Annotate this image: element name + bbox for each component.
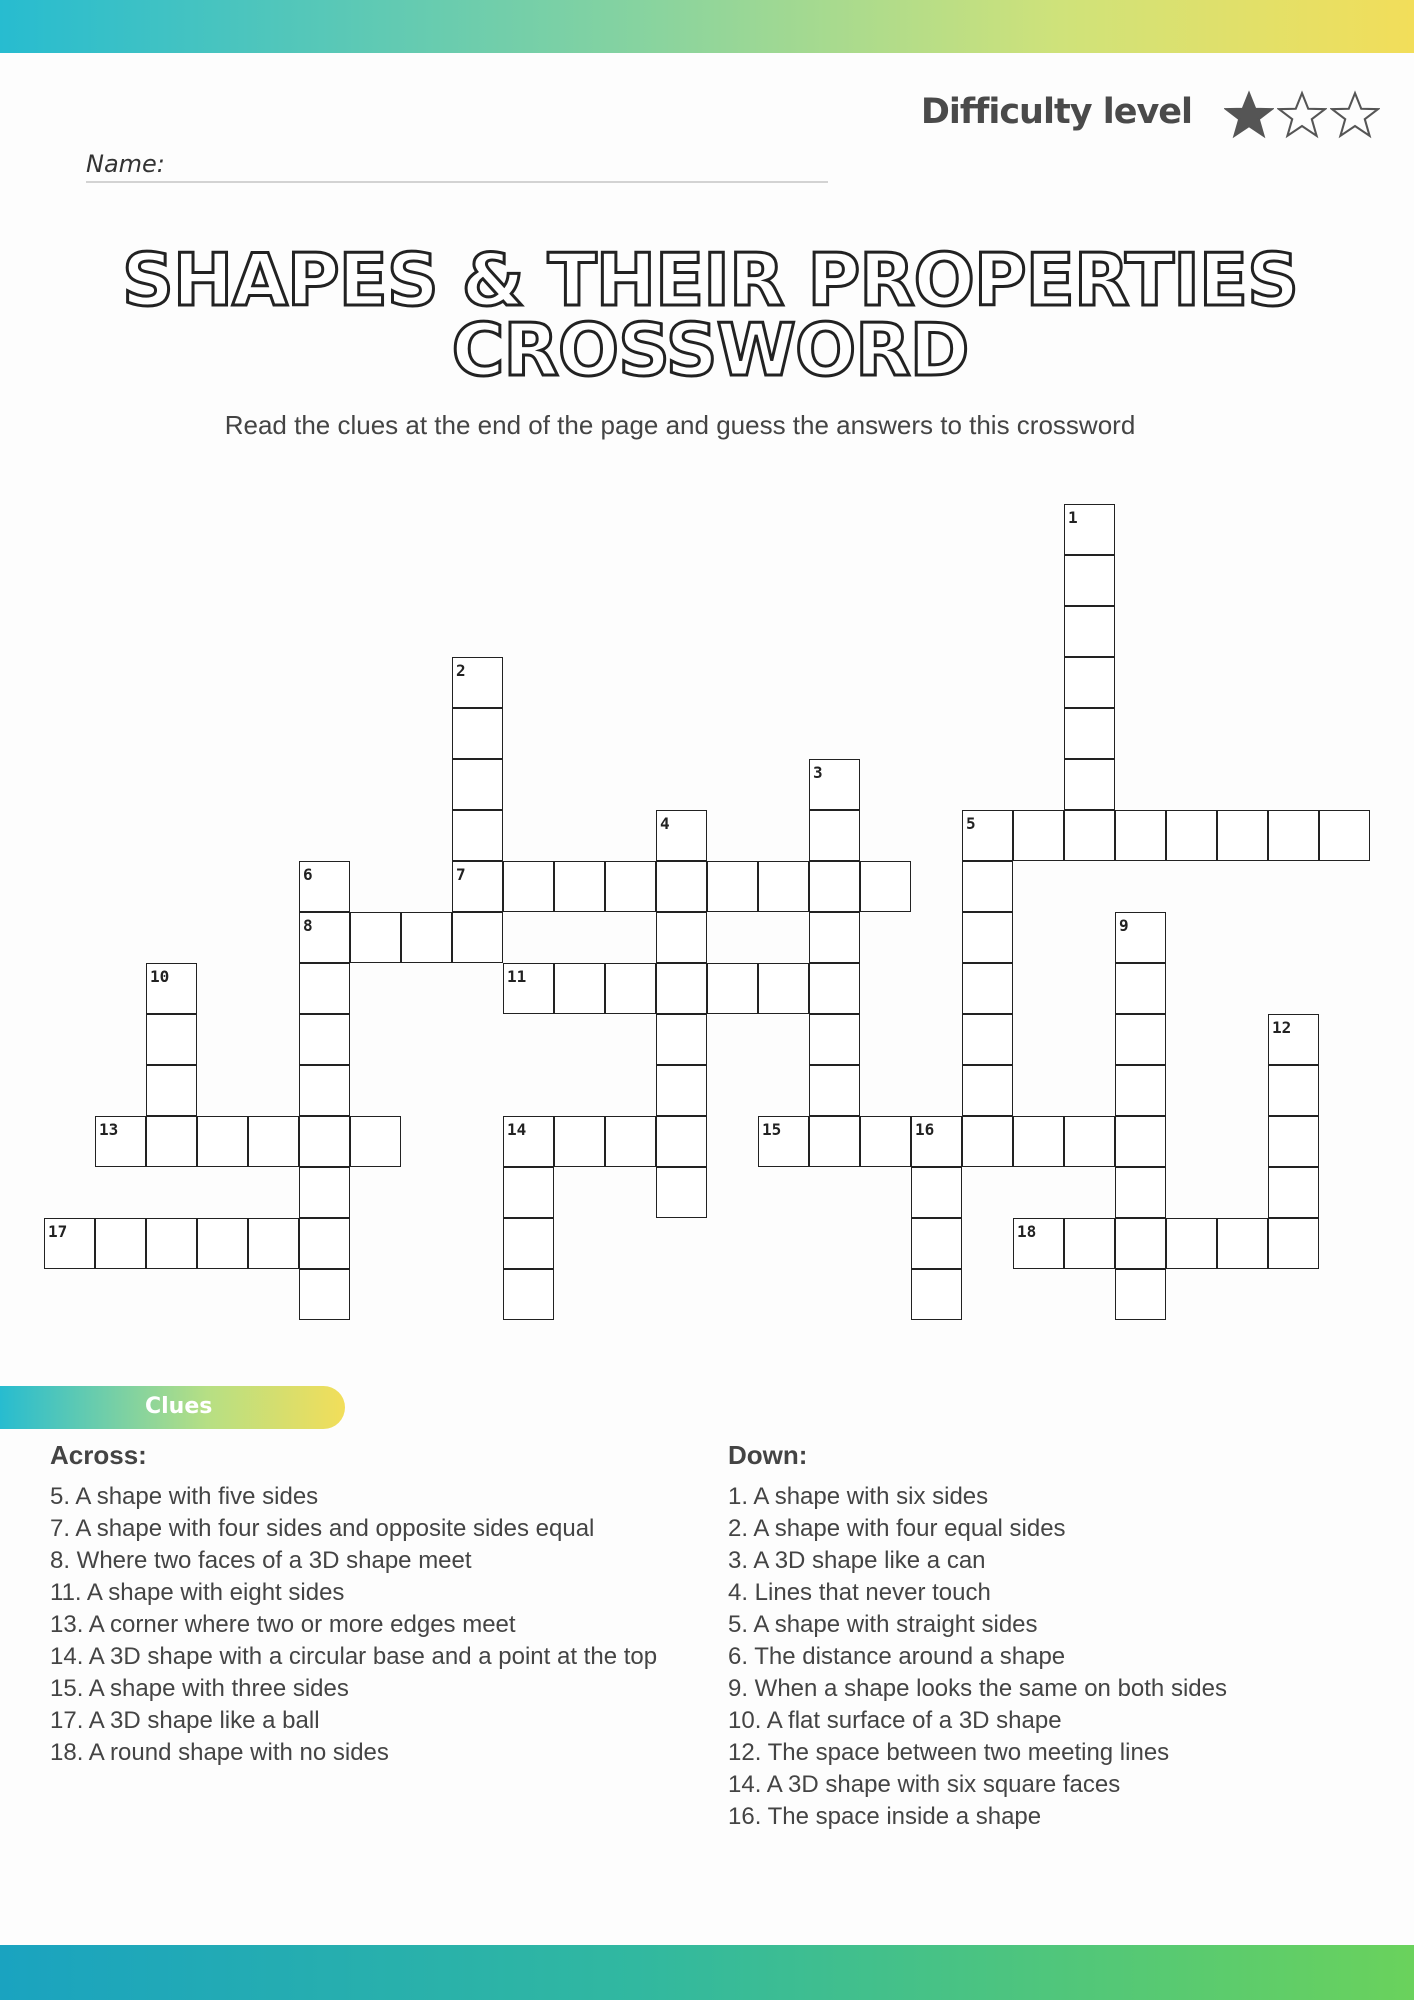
clue-number: 2 xyxy=(456,661,466,680)
clue-number: 13 xyxy=(99,1120,119,1139)
down-clue: 6. The distance around a shape xyxy=(728,1643,1066,1670)
crossword-cell[interactable] xyxy=(962,963,1013,1014)
title-line-1: SHAPES & THEIR PROPERTIES xyxy=(122,238,1298,322)
crossword-cell[interactable] xyxy=(809,861,860,912)
clue-number: 6 xyxy=(303,865,313,884)
crossword-cell[interactable] xyxy=(452,708,503,759)
crossword-cell[interactable] xyxy=(809,912,860,963)
crossword-cell[interactable] xyxy=(911,1218,962,1269)
crossword-cell[interactable] xyxy=(656,1167,707,1218)
crossword-cell[interactable] xyxy=(44,1218,95,1269)
crossword-cell[interactable] xyxy=(809,1065,860,1116)
crossword-cell[interactable] xyxy=(1064,1116,1115,1167)
crossword-cell[interactable] xyxy=(299,1116,350,1167)
crossword-cell[interactable] xyxy=(1268,810,1319,861)
crossword-cell[interactable] xyxy=(1115,1116,1166,1167)
crossword-cell[interactable] xyxy=(911,1116,962,1167)
crossword-cell[interactable] xyxy=(758,963,809,1014)
crossword-cell[interactable] xyxy=(758,1116,809,1167)
crossword-cell[interactable] xyxy=(1115,1218,1166,1269)
crossword-cell[interactable] xyxy=(1115,1167,1166,1218)
crossword-cell[interactable] xyxy=(1115,912,1166,963)
crossword-cell[interactable] xyxy=(1064,759,1115,810)
crossword-cell[interactable] xyxy=(707,963,758,1014)
crossword-cell[interactable] xyxy=(452,912,503,963)
instructions-text: Read the clues at the end of the page and guess the answers to this crossword xyxy=(224,410,1136,440)
crossword-cell[interactable] xyxy=(605,1116,656,1167)
crossword-cell[interactable] xyxy=(860,861,911,912)
across-clue: 17. A 3D shape like a ball xyxy=(50,1707,320,1734)
difficulty-label: Difficulty level xyxy=(920,92,1192,132)
crossword-cell[interactable] xyxy=(1268,1065,1319,1116)
crossword-cell[interactable] xyxy=(1013,1116,1064,1167)
crossword-cell[interactable] xyxy=(1115,810,1166,861)
crossword-cell[interactable] xyxy=(656,912,707,963)
crossword-cell[interactable] xyxy=(1268,1014,1319,1065)
crossword-cell[interactable] xyxy=(860,1116,911,1167)
across-clue: 7. A shape with four sides and opposite sides equal xyxy=(50,1515,595,1542)
crossword-cell[interactable] xyxy=(350,912,401,963)
crossword-cell[interactable] xyxy=(758,861,809,912)
crossword-cell[interactable] xyxy=(1217,1218,1268,1269)
down-clue: 4. Lines that never touch xyxy=(728,1579,991,1606)
crossword-cell[interactable] xyxy=(1217,810,1268,861)
crossword-cell[interactable] xyxy=(1115,1269,1166,1320)
across-clue: 13. A corner where two or more edges meet xyxy=(50,1611,516,1638)
crossword-cell[interactable] xyxy=(554,963,605,1014)
crossword-cell[interactable] xyxy=(299,1218,350,1269)
crossword-cell[interactable] xyxy=(1064,1218,1115,1269)
crossword-cell[interactable] xyxy=(656,1065,707,1116)
crossword-cell[interactable] xyxy=(197,1116,248,1167)
crossword-cell[interactable] xyxy=(146,1218,197,1269)
across-clue-list xyxy=(50,1481,690,1769)
crossword-cell[interactable] xyxy=(1064,555,1115,606)
crossword-cell[interactable] xyxy=(299,1167,350,1218)
crossword-cell[interactable] xyxy=(809,963,860,1014)
crossword-cell[interactable] xyxy=(248,1218,299,1269)
clue-number: 18 xyxy=(1017,1222,1037,1241)
crossword-cell[interactable] xyxy=(299,912,350,963)
crossword-cell[interactable] xyxy=(146,1014,197,1065)
crossword-cell[interactable] xyxy=(554,861,605,912)
down-clue: 2. A shape with four equal sides xyxy=(728,1515,1066,1542)
down-clue: 16. The space inside a shape xyxy=(728,1803,1042,1830)
bottom-gradient-bar xyxy=(0,1945,1414,2000)
crossword-cell[interactable] xyxy=(656,861,707,912)
crossword-cell[interactable] xyxy=(503,1269,554,1320)
crossword-cell[interactable] xyxy=(1268,1167,1319,1218)
across-clue: 14. A 3D shape with a circular base and a point at the top xyxy=(50,1643,658,1670)
across-clue: 18. A round shape with no sides xyxy=(50,1739,389,1766)
across-clues xyxy=(50,1440,690,1769)
across-heading: Across: xyxy=(50,1440,147,1470)
clue-number: 12 xyxy=(1272,1018,1292,1037)
down-clue: 12. The space between two meeting lines xyxy=(728,1739,1170,1766)
crossword-cell[interactable] xyxy=(809,810,860,861)
crossword-cell[interactable] xyxy=(452,759,503,810)
crossword-cell[interactable] xyxy=(503,1218,554,1269)
crossword-cell[interactable] xyxy=(146,1116,197,1167)
clue-number: 7 xyxy=(456,865,466,884)
down-clue: 9. When a shape looks the same on both sides xyxy=(728,1675,1227,1702)
crossword-cell[interactable] xyxy=(656,1014,707,1065)
crossword-cell[interactable] xyxy=(1115,1014,1166,1065)
crossword-cell[interactable] xyxy=(503,963,554,1014)
clue-number: 5 xyxy=(966,814,976,833)
clue-number: 15 xyxy=(762,1120,782,1139)
crossword-cell[interactable] xyxy=(809,1014,860,1065)
crossword-cell[interactable] xyxy=(503,861,554,912)
crossword-cell[interactable] xyxy=(809,1116,860,1167)
crossword-cell[interactable] xyxy=(452,657,503,708)
crossword-cell[interactable] xyxy=(962,810,1013,861)
crossword-cell[interactable] xyxy=(299,1065,350,1116)
crossword-cell[interactable] xyxy=(1064,606,1115,657)
crossword-cell[interactable] xyxy=(1319,810,1370,861)
down-clue: 10. A flat surface of a 3D shape xyxy=(728,1707,1062,1734)
crossword-cell[interactable] xyxy=(707,861,758,912)
crossword-cell[interactable] xyxy=(1064,504,1115,555)
clues-tab xyxy=(0,1386,345,1429)
across-clue: 11. A shape with eight sides xyxy=(50,1579,345,1606)
crossword-cell[interactable] xyxy=(605,963,656,1014)
crossword-cell[interactable] xyxy=(299,963,350,1014)
crossword-cell[interactable] xyxy=(95,1116,146,1167)
down-clue: 1. A shape with six sides xyxy=(728,1483,989,1510)
crossword-cell[interactable] xyxy=(1013,810,1064,861)
crossword-cell[interactable] xyxy=(299,861,350,912)
crossword-cell[interactable] xyxy=(809,759,860,810)
crossword-cell[interactable] xyxy=(656,963,707,1014)
crossword-cell[interactable] xyxy=(1166,1218,1217,1269)
clue-number: 3 xyxy=(813,763,823,782)
crossword-cell[interactable] xyxy=(452,810,503,861)
crossword-cell[interactable] xyxy=(962,1065,1013,1116)
down-clue-list xyxy=(728,1481,1368,1833)
clue-number: 11 xyxy=(507,967,527,986)
down-clue: 5. A shape with straight sides xyxy=(728,1611,1038,1638)
clue-number: 14 xyxy=(507,1120,527,1139)
down-clue: 3. A 3D shape like a can xyxy=(728,1547,986,1574)
crossword-cell[interactable] xyxy=(1268,1116,1319,1167)
crossword-cell[interactable] xyxy=(656,1116,707,1167)
crossword-cell[interactable] xyxy=(1115,963,1166,1014)
title-line-2: CROSSWORD xyxy=(451,308,969,392)
crossword-cell[interactable] xyxy=(1064,810,1115,861)
crossword-cell[interactable] xyxy=(146,963,197,1014)
crossword-cell[interactable] xyxy=(452,861,503,912)
clue-number: 8 xyxy=(303,916,313,935)
clue-number: 1 xyxy=(1068,508,1078,527)
crossword-cell[interactable] xyxy=(911,1167,962,1218)
crossword-cell[interactable] xyxy=(1166,810,1217,861)
crossword-cell[interactable] xyxy=(299,1269,350,1320)
clue-number: 17 xyxy=(48,1222,68,1241)
crossword-cell[interactable] xyxy=(1064,708,1115,759)
crossword-cell[interactable] xyxy=(503,1167,554,1218)
crossword-cell[interactable] xyxy=(95,1218,146,1269)
crossword-cell[interactable] xyxy=(554,1116,605,1167)
crossword-cell[interactable] xyxy=(911,1269,962,1320)
crossword-cell[interactable] xyxy=(962,1014,1013,1065)
clue-number: 16 xyxy=(915,1120,935,1139)
crossword-cell[interactable] xyxy=(962,1116,1013,1167)
across-clue: 8. Where two faces of a 3D shape meet xyxy=(50,1547,472,1574)
crossword-cell[interactable] xyxy=(248,1116,299,1167)
crossword-cell[interactable] xyxy=(146,1065,197,1116)
crossword-cell[interactable] xyxy=(1064,657,1115,708)
crossword-cell[interactable] xyxy=(656,810,707,861)
crossword-cell[interactable] xyxy=(299,1014,350,1065)
across-clue: 15. A shape with three sides xyxy=(50,1675,349,1702)
crossword-cell[interactable] xyxy=(1268,1218,1319,1269)
clue-number: 4 xyxy=(660,814,670,833)
crossword-cell[interactable] xyxy=(401,912,452,963)
clue-number: 10 xyxy=(150,967,170,986)
crossword-cell[interactable] xyxy=(1115,1065,1166,1116)
clue-number: 9 xyxy=(1119,916,1129,935)
down-heading: Down: xyxy=(728,1440,808,1470)
across-clue: 5. A shape with five sides xyxy=(50,1483,319,1510)
crossword-cell[interactable] xyxy=(350,1116,401,1167)
clues-tab-label: Clues xyxy=(145,1394,213,1419)
crossword-cell[interactable] xyxy=(197,1218,248,1269)
crossword-cell[interactable] xyxy=(962,861,1013,912)
down-clues xyxy=(728,1440,1368,1833)
crossword-cell[interactable] xyxy=(962,912,1013,963)
down-clue: 14. A 3D shape with six square faces xyxy=(728,1771,1121,1798)
crossword-cell[interactable] xyxy=(1013,1218,1064,1269)
name-label: Name: xyxy=(86,150,165,178)
crossword-cell[interactable] xyxy=(605,861,656,912)
crossword-cell[interactable] xyxy=(503,1116,554,1167)
